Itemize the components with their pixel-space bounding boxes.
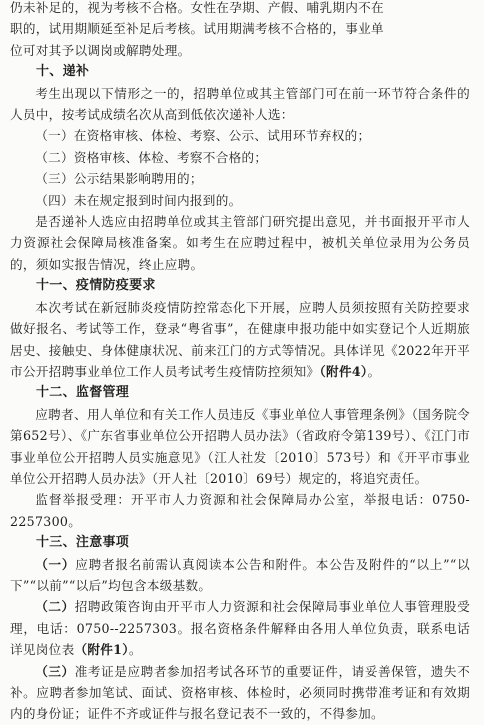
section-10-item-3: （三）公示结果影响聘用的； bbox=[35, 171, 203, 187]
item-2-end: 。 bbox=[128, 642, 142, 658]
section-12-paragraph: 应聘者、用人单位和有关工作人员违反《事业单位人事管理条例》（国务院令第652号）、《广东省事业单位公开招聘人员办法》（省政府令第139号）、《江门市事业单位公开招聘人员实施意见》（江人社发〔2010〕573号）和《开平市事业单位公开招聘人员办法》（开人社〔2010〕69号）规定的，将追究责任。 bbox=[10, 406, 470, 486]
section-13-item-2 bbox=[10, 596, 470, 660]
intro-line-3: 位可对其予以调岗或解聘处理。 bbox=[10, 42, 191, 58]
section-11-paragraph bbox=[10, 297, 470, 383]
section-10-item-4: （四）未在规定报到时间内报到的。 bbox=[35, 192, 242, 208]
item-3-label: （三） bbox=[35, 663, 75, 679]
section-11-text: 本次考试在新冠肺炎疫情防控常态化下开展，应聘人员须按照有关防控要求做好报名、考试等工作，登录“粤省事”，在健康申报功能中如实登记个人近期旅居史、接触史、身体健康状况、前来江门的方式等情况。具体详见《2022年开平市公开招聘事业单位工作人员考试考生疫情防控须知》 bbox=[10, 299, 470, 379]
item-2-text: 招聘政策咨询由开平市人力资源和社会保障局事业单位人事管理股受理，电话：0750--2257303。报名资格条件解释由各用人单位负责，联系电话详见岗位表 bbox=[10, 599, 471, 658]
section-12-heading: 十二、监督管理 bbox=[36, 385, 130, 401]
section-10-item-2: （二）资格审核、体检、考察不合格的； bbox=[35, 149, 268, 165]
item-2-label: （二） bbox=[35, 599, 75, 615]
section-10-item-1: （一）在资格审核、体检、考察、公示、试用环节弃权的； bbox=[35, 128, 371, 144]
section-10-paragraph: 考生出现以下情形之一的，招聘单位或其主管部门可在前一环节符合条件的人员中，按考试成绩名次从高到低依次递补人选： bbox=[10, 85, 470, 123]
attachment-1-ref: （附件1） bbox=[74, 642, 129, 658]
section-13-heading: 十三、注意事项 bbox=[36, 535, 130, 551]
section-12-report: 监督举报受理：开平市人力资源和社会保障局办公室，举报电话：0750-2257300。 bbox=[10, 492, 470, 529]
intro-line-2: 职的，试用期顺延至补足后考核。试用期满考核不合格的，事业单 bbox=[10, 21, 384, 37]
section-10-heading: 十、递补 bbox=[36, 64, 90, 80]
section-13-item-1 bbox=[10, 554, 470, 597]
section-13-item-3 bbox=[10, 661, 470, 725]
item-1-text: 应聘者报名前需认真阅读本公告和附件。本公告及附件的“以上”“以下”“以前”“以后”均包含本级基数。 bbox=[10, 556, 470, 593]
intro-line-1: 仍未补足的，视为考核不合格。女性在孕期、产假、哺乳期内不在 bbox=[10, 0, 384, 15]
section-11-heading: 十一、疫情防疫要求 bbox=[36, 278, 156, 294]
section-11-end: 。 bbox=[367, 363, 381, 379]
section-10-paragraph-2: 是否递补人选应由招聘单位或其主管部门研究提出意见，并书面报开平市人力资源社会保障局核准备案。如考生在应聘过程中，被机关单位录用为公务员的，须如实报告情况，终止应聘。 bbox=[10, 214, 470, 272]
item-1-label: （一） bbox=[35, 556, 76, 572]
attachment-4-ref: （附件4） bbox=[319, 363, 368, 379]
item-3-text: 准考证是应聘者参加招考试各环节的重要证件，请妥善保管，遗失不补。应聘者参加笔试、面试、资格审核、体检时，必须同时携带准考证和有效期内的身份证；证件不齐或证件与报名登记表不一致的，不得参加。 bbox=[10, 663, 471, 722]
